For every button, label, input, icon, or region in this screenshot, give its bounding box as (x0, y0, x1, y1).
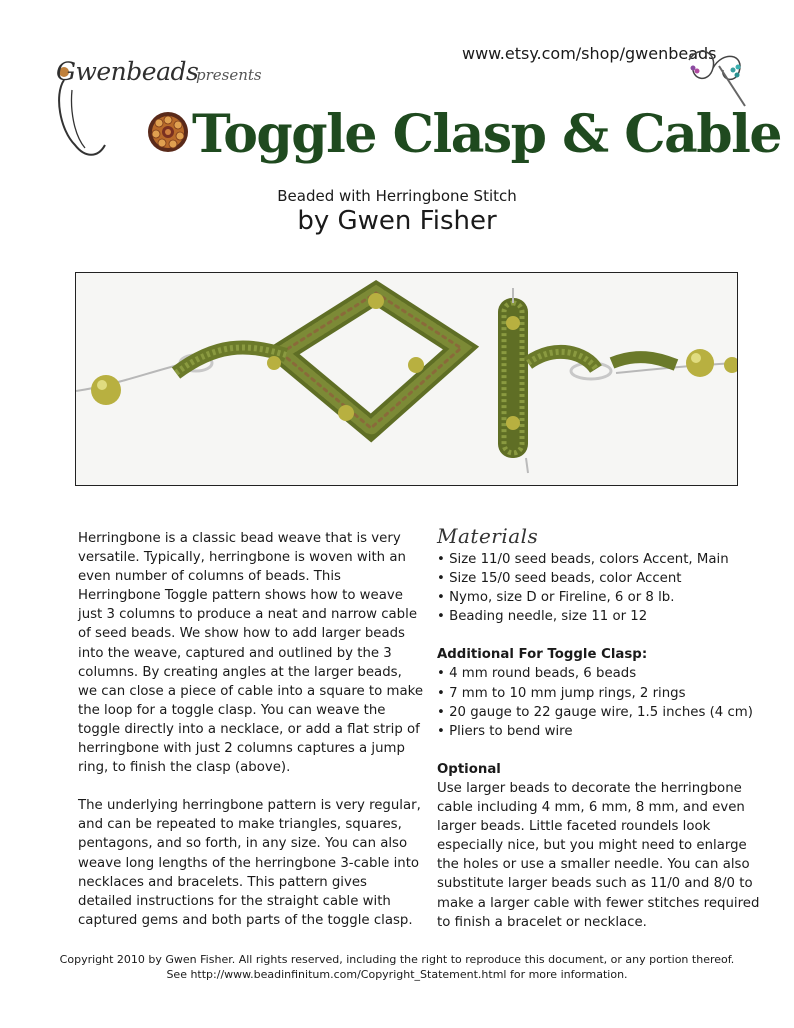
materials-list (437, 550, 762, 626)
list-item: • Pliers to bend wire (437, 723, 573, 739)
copyright-footer (0, 952, 794, 982)
brand-name: Gwenbeads (56, 57, 199, 86)
optional-text: Use larger beads to decorate the herringbone cable including 4 mm, 6 mm, 8 mm, and even larger beads. Little faceted roundels look especially nice, but you might need to enlarge the holes or use a smaller needle. You can also substitute larger beads such as 11/0 and 8/0 to make a larger cable with fewer stitches required to finish a bracelet or necklace. (437, 780, 760, 930)
intro-paragraph-2: The underlying herringbone pattern is very regular, and can be repeated to make triangles, squares, pentagons, and so forth, in any size. You can also weave long lengths of the herringbone 3-cable into necklaces and bracelets. This pattern gives detailed instructions for the straight cable with captured gems and both parts of the toggle clasp. (78, 798, 421, 928)
copyright-line: Copyright 2010 by Gwen Fisher. All rights reserved, including the right to reproduce this document, or any portion thereof. (59, 953, 735, 966)
subtitle: Beaded with Herringbone Stitch (277, 187, 517, 205)
presents-label: presents (196, 66, 262, 84)
toggle-clasp-photo (75, 272, 738, 486)
shop-url[interactable]: www.etsy.com/shop/gwenbeads (462, 44, 717, 63)
optional-heading: Optional (437, 761, 501, 777)
additional-heading: Additional For Toggle Clasp: (437, 647, 648, 663)
needle-thread-icon (683, 40, 749, 110)
list-item: • Beading needle, size 11 or 12 (437, 609, 648, 625)
intro-paragraph-1: Herringbone is a classic bead weave that is very versatile. Typically, herringbone is woven with an even number of columns of beads. This Herringbone Toggle pattern shows how to weave just 3 columns to produce a neat and narrow cable of seed beads. We show how to add larger beads into the weave, captured and outlined by the 3 columns. By creating angles at the larger beads, we can close a piece of cable into a square to make the loop for a toggle clasp. You can weave the toggle directly into a necklace, or add a flat strip of herringbone with just 2 columns captures a jump ring, to finish the clasp (above). (78, 531, 424, 776)
intro-column (78, 529, 423, 949)
materials-heading: Materials (437, 524, 539, 548)
list-item: • Size 15/0 seed beads, color Accent (437, 571, 682, 587)
list-item: • 20 gauge to 22 gauge wire, 1.5 inches (4 cm) (437, 704, 753, 720)
list-item: • 4 mm round beads, 6 beads (437, 666, 637, 682)
page-title: Toggle Clasp & Cable (192, 104, 781, 165)
list-item: • Nymo, size D or Fireline, 6 or 8 lb. (437, 590, 675, 606)
copyright-link-line: See http://www.beadinfinitum.com/Copyright_Statement.html for more information. (166, 968, 628, 981)
author-byline: by Gwen Fisher (297, 206, 497, 236)
materials-column (437, 524, 762, 932)
list-item: • 7 mm to 10 mm jump rings, 2 rings (437, 685, 686, 701)
list-item: • Size 11/0 seed beads, colors Accent, Main (437, 552, 729, 567)
additional-list (437, 664, 762, 740)
